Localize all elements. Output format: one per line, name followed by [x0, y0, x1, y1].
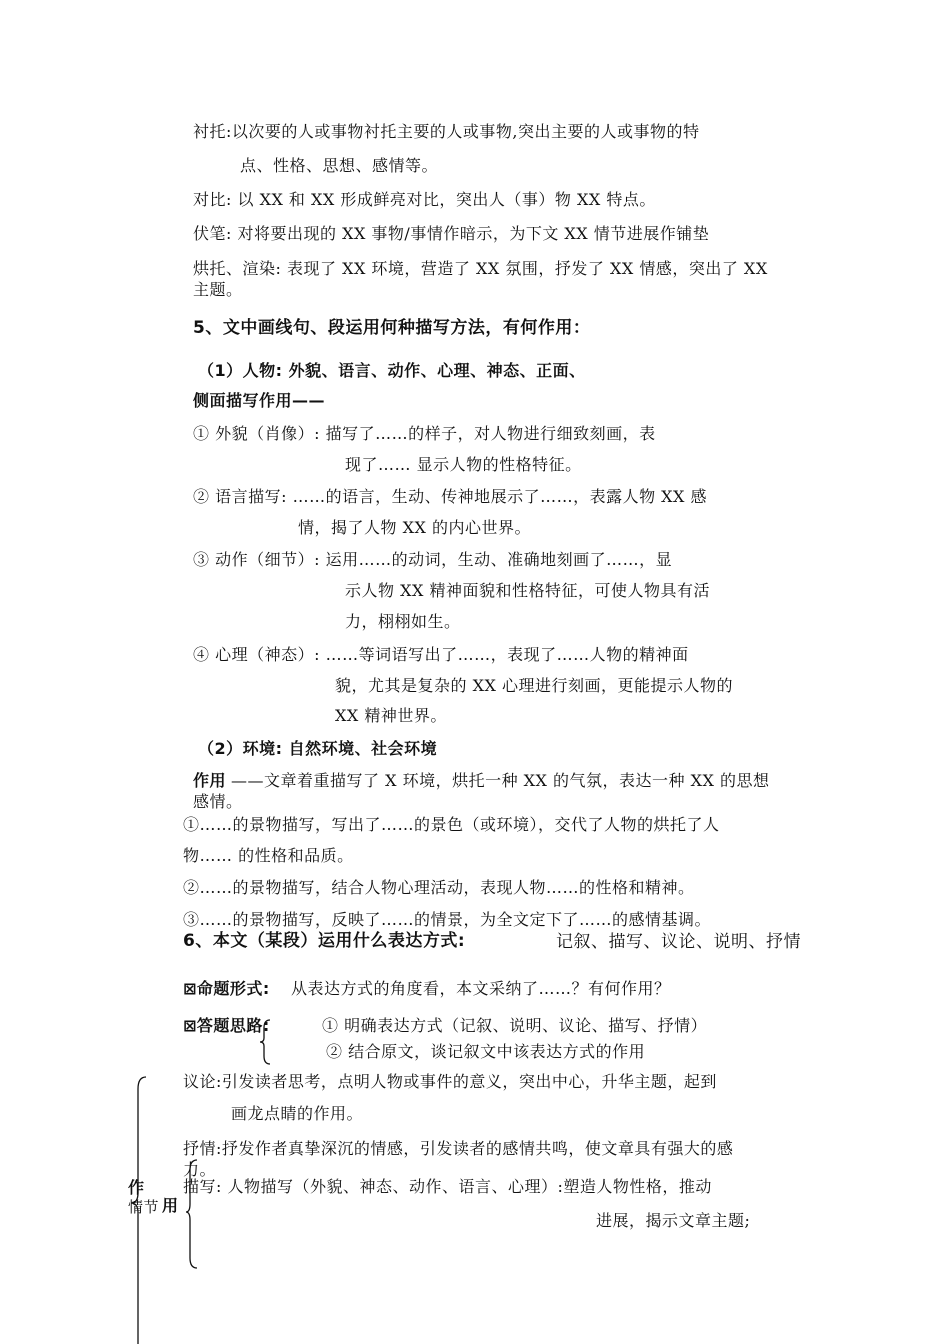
text-line: 点、性格、思想、感情等。: [240, 156, 439, 175]
label-bold: 作用: [193, 771, 227, 790]
text-line: 感情。: [193, 792, 243, 811]
label-bold: ⊠命题形式:: [183, 979, 270, 998]
text-line: 现了…… 显示人物的性格特征。: [345, 455, 582, 474]
text-line: ② 结合原文，谈记叙文中该表达方式的作用: [326, 1042, 646, 1061]
subheading: 侧面描写作用——: [193, 391, 326, 410]
text-line: ①……的景物描写，写出了……的景色（或环境），交代了人物的烘托了人: [183, 815, 720, 834]
text-line: ① 外貌（肖像）: 描写了……的样子，对人物进行细致刻画，表: [193, 424, 656, 443]
text-line: 从表达方式的角度看，本文采纳了……？有何作用？: [291, 979, 671, 998]
subheading: （2）环境: 自然环境、社会环境: [198, 739, 438, 758]
section-heading: 5、文中画线句、段运用何种描写方法，有何作用：: [193, 318, 591, 338]
text-line: XX 精神世界。: [335, 706, 447, 725]
side-label: 情节: [128, 1198, 160, 1216]
text-line: ③ 动作（细节）: 运用……的动词，生动、准确地刻画了……，显: [193, 550, 673, 569]
text-line: ④ 心理（神态）: ……等词语写出了……，表现了……人物的精神面: [193, 645, 689, 664]
text-line: 力，栩栩如生。: [345, 612, 461, 631]
text-line: ③……的景物描写，反映了……的情景，为全文定下了……的感情基调。: [183, 910, 712, 929]
text-line: ——文章着重描写了 X 环境，烘托一种 XX 的气氛，表达一种 XX 的思想: [231, 771, 770, 790]
text-line: 画龙点睛的作用。: [231, 1104, 364, 1123]
text-line: 力。: [183, 1160, 217, 1179]
small-brace-icon: [258, 1018, 274, 1066]
text-line: 情，揭了人物 XX 的内心世界。: [298, 518, 531, 537]
text-line: ②……的景物描写，结合人物心理活动，表现人物……的性格和精神。: [183, 878, 695, 897]
text-line: 进展，揭示文章主题;: [596, 1211, 751, 1230]
text-line: ② 语言描写: ……的语言，生动、传神地展示了……，表露人物 XX 感: [193, 487, 708, 506]
text-line: 示人物 XX 精神面貌和性格特征，可使人物具有活: [345, 581, 710, 600]
subheading: （1）人物: 外貌、语言、动作、心理、神态、正面、: [198, 361, 586, 380]
label-bold: ⊠答题思路:: [183, 1016, 270, 1035]
text-line: 议论:引发读者思考，点明人物或事件的意义，突出中心，升华主题，起到: [183, 1072, 717, 1091]
text-line: 主题。: [193, 280, 243, 299]
text-line: 物…… 的性格和品质。: [183, 846, 354, 865]
side-label: 用: [162, 1196, 179, 1215]
text-line: 描写: 人物描写（外貌、神态、动作、语言、心理）:塑造人物性格，推动: [183, 1177, 712, 1196]
text-line: 抒情:抒发作者真挚深沉的情感，引发读者的感情共鸣，使文章具有强大的感: [183, 1139, 734, 1158]
text-line: 烘托、渲染: 表现了 XX 环境，营造了 XX 氛围，抒发了 XX 情感，突出了 XX: [193, 259, 768, 278]
side-label: 作: [128, 1178, 145, 1197]
text-line: 对比: 以 XX 和 XX 形成鲜亮对比，突出人（事）物 XX 特点。: [193, 190, 656, 209]
section-heading: 6、本文（某段）运用什么表达方式:: [183, 931, 466, 951]
medium-brace-icon: [184, 1158, 200, 1270]
text-line: 记叙、描写、议论、说明、抒情: [556, 932, 801, 952]
text-line: 伏笔: 对将要出现的 XX 事物/事情作暗示，为下文 XX 情节进展作铺垫: [193, 224, 710, 243]
text-line: ① 明确表达方式（记叙、说明、议论、描写、抒情）: [322, 1016, 708, 1035]
text-line: 貌，尤其是复杂的 XX 心理进行刻画，更能提示人物的: [335, 676, 733, 695]
text-line: 衬托:以次要的人或事物衬托主要的人或事物,突出主要的人或事物的特: [193, 122, 700, 141]
